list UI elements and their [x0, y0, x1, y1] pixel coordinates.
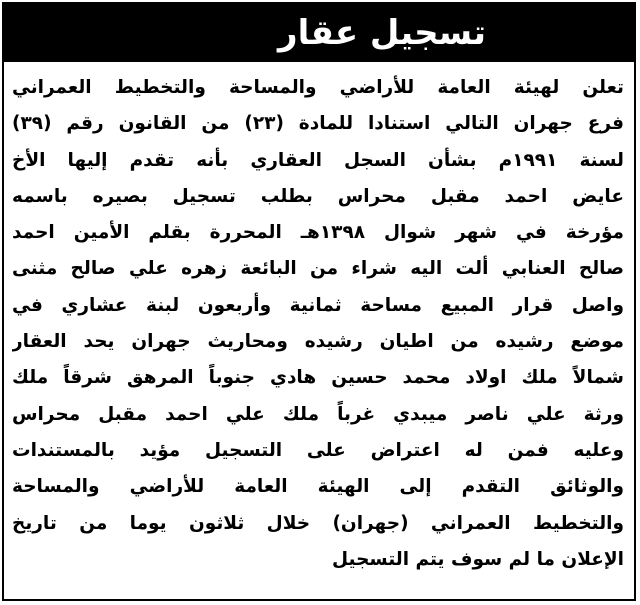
notice-title: تسجيل عقار: [278, 13, 486, 53]
notice-line: الإعلان ما لم سوف يتم التسجيل: [332, 548, 624, 570]
notice-line: والوثائق التقدم إلى الهيئة العامة للأراضي والمساحة: [12, 476, 624, 498]
notice-line: واصل قرار المبيع مساحة ثمانية وأربعون لبنة عشاري في: [12, 294, 624, 316]
notice-line: شمالاً ملك اولاد محمد حسين هادي جنوباً المرهق شرقاً ملك: [12, 367, 624, 389]
notice-body: [12, 70, 624, 578]
notice-line: مؤرخة في شهر شوال ١٣٩٨هـ المحررة بقلم الأمين احمد: [12, 222, 624, 244]
notice-line: فرع جهران التالي استنادا للمادة (٢٣) من القانون رقم (٣٩): [12, 113, 624, 135]
notice-line: تعلن لهيئة العامة للأراضي والمساحة والتخطيط العمراني: [12, 77, 624, 98]
notice-line: صالح العنابي ألت اليه شراء من البائعة زهره علي صالح مثنى: [12, 258, 624, 280]
notice-line: والتخطيط العمراني (جهران) خلال ثلاثون يوما من تاريخ: [12, 512, 624, 534]
notice-frame: [2, 2, 636, 601]
notice-line: لسنة ١٩٩١م بشأن السجل العقاري بأنه تقدم إليها الأخ: [12, 149, 624, 171]
notice-line: وعليه فمن له اعتراض على التسجيل مؤيد بالمستندات: [12, 439, 624, 461]
header-bar: [4, 4, 634, 62]
notice-line: موضع رشيده من اطيان رشيده ومحاريث جهران يحد العقار: [12, 331, 624, 353]
notice-line: عايض احمد مقبل محراس بطلب تسجيل بصيره باسمه: [12, 185, 624, 207]
notice-line: ورثة علي ناصر ميبدي غرباً ملك علي احمد مقبل محراس: [12, 403, 624, 425]
